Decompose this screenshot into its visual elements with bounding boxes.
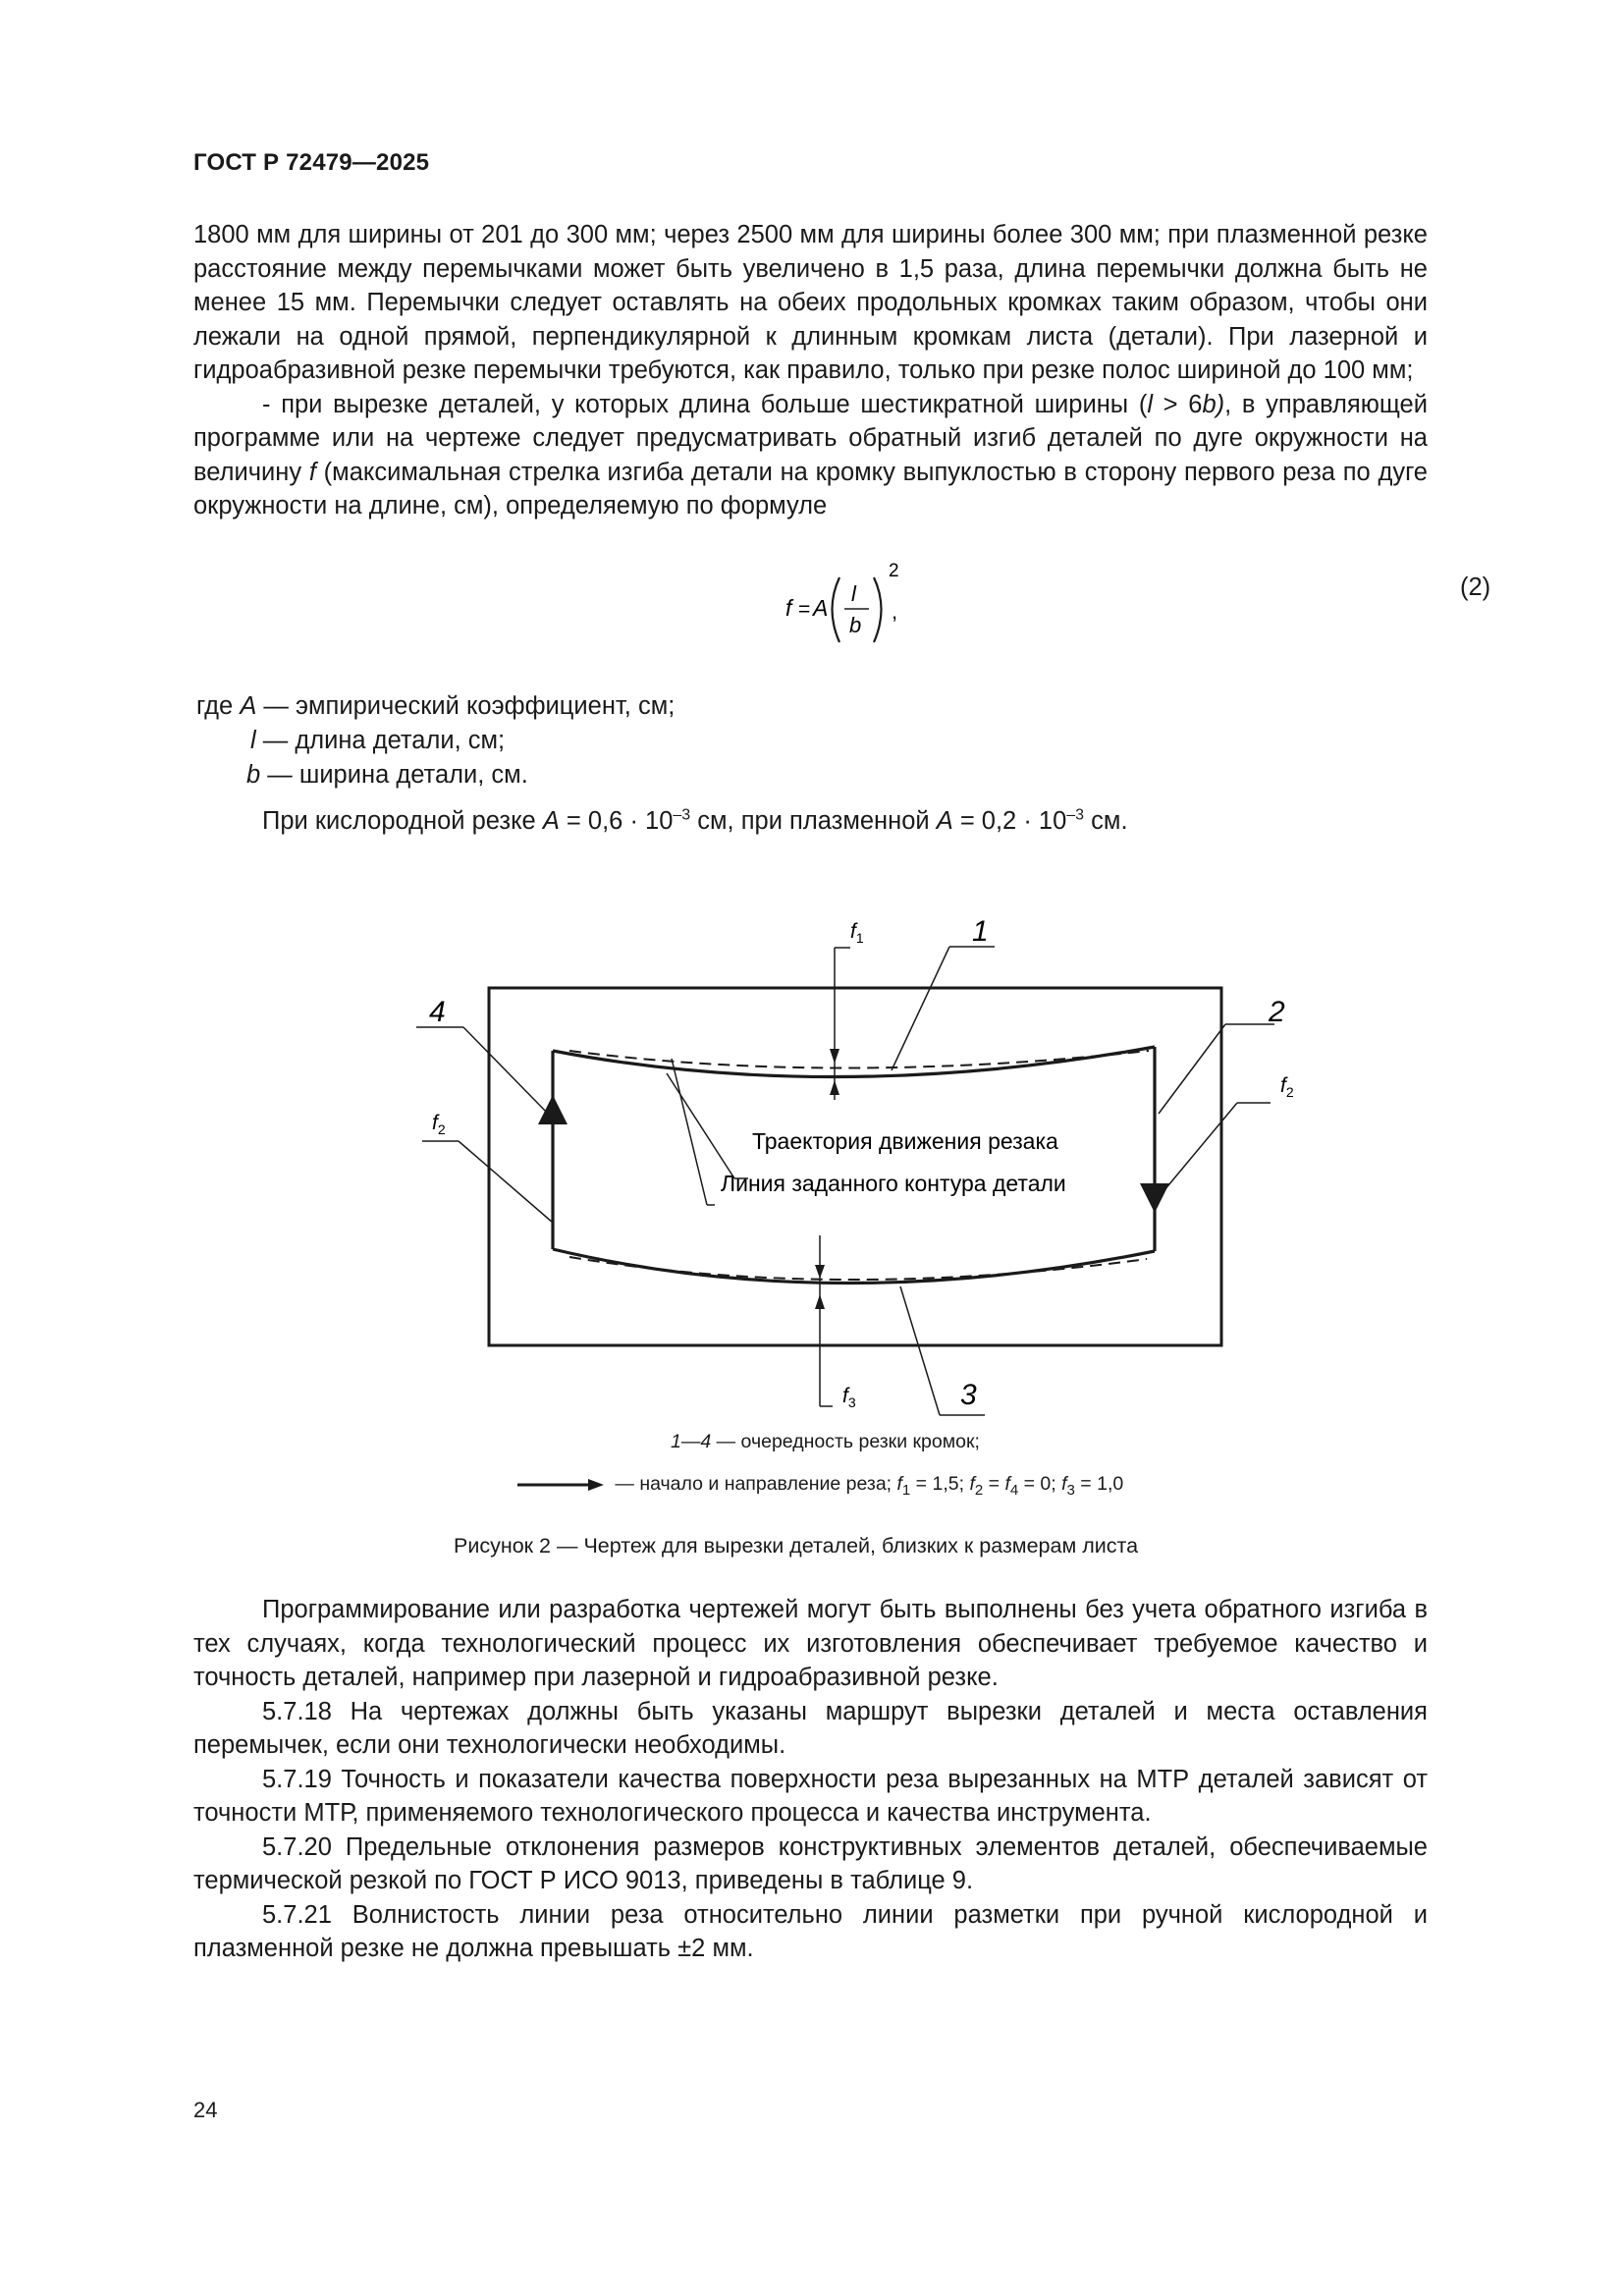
page-number: 24 xyxy=(193,2098,218,2122)
cutter-path-bottom xyxy=(553,1249,1155,1284)
leader-3 xyxy=(900,1286,940,1415)
leader-2 xyxy=(1159,1024,1225,1114)
formula-lhs: f xyxy=(785,595,792,621)
formula-denominator: b xyxy=(849,613,862,637)
label-3: 3 xyxy=(960,1379,977,1411)
formula-power: 2 xyxy=(889,561,899,581)
label-1: 1 xyxy=(972,915,989,948)
formula-numerator: l xyxy=(851,581,856,606)
leader-contour xyxy=(672,1059,707,1205)
f1-label: $f_1$ xyxy=(850,920,864,946)
formula xyxy=(766,560,943,658)
formula-comma: , xyxy=(892,599,898,624)
intro-paragraph-2: - при вырезке деталей, у которых длина больше шестикратной ширины (l > 6b), в управляющей программе или на чертеже следует предусматривать обратный изгиб деталей по дуге окружности на величину f (максимальная стрелка изгиба детали на кромку выпуклостью в сторону первого реза по дуге окружности на длине, см), определяемую по формуле xyxy=(193,390,1428,519)
coefficient-values: При кислородной резке $A = 0,6 \cdot 10^{-3}$ см, при плазменной $A = 0,2 \cdot 10^{-3}$ см. xyxy=(262,806,1128,835)
leader-4 xyxy=(463,1027,550,1116)
leader-f2-right xyxy=(1159,1103,1237,1197)
f2-label-left: $f_2$ xyxy=(432,1112,446,1137)
f2-label-right: $f_2$ xyxy=(1280,1074,1294,1100)
sheet-outline xyxy=(489,988,1221,1345)
legend-order: 1—4 — очередность резки кромок; xyxy=(671,1431,980,1452)
clause-5-7-20: 5.7.20 Предельные отклонения размеров конструктивных элементов деталей, обеспечиваемые термической резкой по ГОСТ Р ИСО 9013, приведены в таблице 9. xyxy=(193,1832,1428,1894)
intro-paragraph-1: 1800 мм для ширины от 201 до 300 мм; через 2500 мм для ширины более 300 мм; при плазменной резке расстояние между перемычками может быть увеличено в 1,5 раза, длина перемычки должна быть не менее 15 мм. Перемычки следует оставлять на обеих продольных кромках таким образом, чтобы они лежали на одной прямой, перпендикулярной к длинным кромкам листа (детали). При лазерной и гидроабразивной резке перемычки требуются, как правило, только при резке полос шириной до 100 мм; xyxy=(193,221,1428,384)
document-header: ГОСТ Р 72479—2025 xyxy=(193,149,430,176)
formula-coef: A xyxy=(813,595,829,621)
label-trajectory: Траектория движения резака xyxy=(752,1128,1058,1154)
leader-1 xyxy=(892,947,949,1070)
outro-paragraph-1: Программирование или разработка чертежей могут быть выполнены без учета обратного изгиба в тех случаях, когда технологический процесс их изготовления обеспечивает требуемое качество и точность деталей, например при лазерной и гидроабразивной резке. xyxy=(193,1596,1428,1691)
cutter-path-top xyxy=(553,1047,1155,1077)
f3-label: $f_3$ xyxy=(842,1385,856,1410)
equation-number: (2) xyxy=(1460,574,1491,601)
leader-trajectory xyxy=(667,1073,734,1178)
figure-2-drawing xyxy=(412,899,1294,1424)
where-item-l: l — длина детали, см; xyxy=(250,727,506,754)
figure-caption: Рисунок 2 — Чертеж для вырезки деталей, близких к размерам листа xyxy=(454,1534,1139,1558)
label-contour: Линия заданного контура детали xyxy=(721,1171,1066,1196)
where-item-b: b — ширина детали, см. xyxy=(246,761,528,789)
arrow-icon xyxy=(515,1477,606,1493)
legend-direction: — начало и направление реза; $f_1 = 1,5$; $f_2 = f_4 = 0$; $f_3 = 1,0$ xyxy=(515,1473,1123,1496)
outro-text xyxy=(193,1593,1428,1966)
clause-5-7-21: 5.7.21 Волнистость линии реза относительно линии разметки при ручной кислородной и плазменной резке не должна превышать ±2 мм. xyxy=(193,1900,1428,1962)
label-2: 2 xyxy=(1269,996,1285,1028)
where-item-a: где A — эмпирический коэффициент, см; xyxy=(196,692,676,720)
clause-5-7-19: 5.7.19 Точность и показатели качества поверхности реза вырезанных на МТР деталей зависят от точности МТР, применяемого технологического процесса и качества инструмента. xyxy=(193,1765,1428,1827)
label-4: 4 xyxy=(429,996,446,1028)
intro-text xyxy=(193,218,1428,523)
leader-f2-left xyxy=(459,1141,553,1223)
clause-5-7-18: 5.7.18 На чертежах должны быть указаны маршрут вырезки деталей и места оставления перемычек, если они технологически необходимы. xyxy=(193,1697,1428,1759)
formula-equals: = xyxy=(798,598,811,621)
